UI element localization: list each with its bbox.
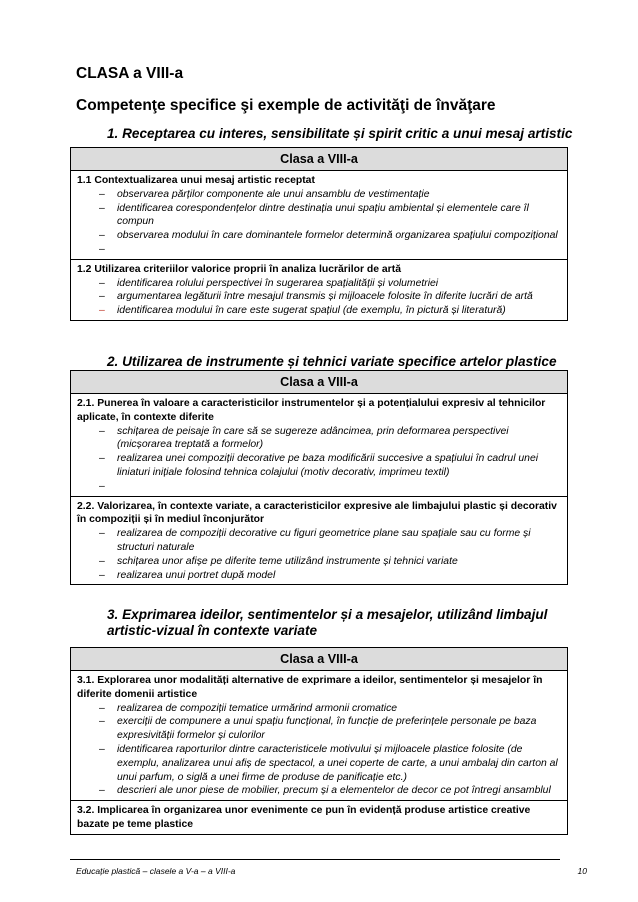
activity-item <box>77 480 561 494</box>
competency-title: 3.1. Explorarea unor modalități alternative de exprimare a ideilor, sentimentelor și mesajelor în diferite domenii artistice <box>77 675 543 700</box>
dash-icon: – <box>99 230 105 242</box>
competency-block <box>71 671 567 800</box>
activity-item: – identificarea rolului perspectivei în sugerarea spațialității și volumetriei <box>99 277 439 289</box>
activity-item: – identificarea modului în care este sugerat spațiul (de exemplu, în pictură și literatură) <box>99 305 506 317</box>
dash-icon: – <box>99 528 105 540</box>
dash-icon: – <box>99 425 105 437</box>
table-header: Clasa a VIII-a <box>71 648 567 671</box>
dash-icon: – <box>99 569 105 581</box>
dash-icon: – <box>99 702 105 714</box>
competency-block <box>71 259 567 320</box>
dash-icon: – <box>99 243 105 255</box>
activity-item: – identificarea corespondențelor dintre destinația unui spațiu ambiental și elementele care îl compun <box>99 202 529 228</box>
dash-icon: – <box>99 743 105 755</box>
activity-item <box>77 243 561 257</box>
activity-item: – argumentarea legăturii între mesajul transmis și mijloacele folosite în diferite lucrări de artă <box>99 291 533 303</box>
competency-title: 2.2. Valorizarea, în contexte variate, a caracteristicilor expresive ale limbajului plastic și decorativ în compoziții și în mediul înconjurător <box>77 500 557 526</box>
activity-item: – realizarea unei compoziții decorative pe baza modificării succesive a spațiului în cadrul unei liniaturi inițiale folosind tehnica colajului (motiv decorativ, imprimeu textil) <box>99 453 539 478</box>
dash-icon: – <box>99 716 105 728</box>
page-number: 10 <box>577 866 587 876</box>
footer-text: Educație plastică – clasele a V-a – a VIII-a <box>76 866 236 876</box>
dash-icon: – <box>99 555 105 567</box>
competency-block <box>71 496 567 585</box>
activity-item: – realizarea de compoziții decorative cu figuri geometrice plane sau spațiale sau cu forme și structuri naturale <box>99 528 531 553</box>
competency-title: 2.1. Punerea în valoare a caracteristicilor instrumentelor și a potențialului expresiv al tehnicilor aplicate, în contexte diferite <box>77 398 546 423</box>
table-header: Clasa a VIII-a <box>71 148 567 171</box>
dash-icon: – <box>99 188 105 200</box>
dash-icon: – <box>99 453 105 465</box>
activity-item: – observarea părților componente ale unui ansamblu de vestimentație <box>99 188 430 200</box>
section-heading: 1. Receptarea cu interes, sensibilitate și spirit critic a unui mesaj artistic <box>107 126 573 141</box>
activity-item: – exerciții de compunere a unui spațiu funcțional, în funcție de preferințele personale pe baza expresivității formelor și culorilor <box>99 716 537 742</box>
activity-item: – schițarea unor afișe pe diferite teme utilizând instrumente și tehnici variate <box>99 555 458 567</box>
competency-block <box>71 394 567 496</box>
dash-icon: – <box>99 305 105 317</box>
competency-table <box>70 647 568 835</box>
dash-icon: – <box>99 277 105 289</box>
dash-icon: – <box>99 785 105 797</box>
activity-item: – realizarea unui portret după model <box>99 569 276 581</box>
activity-item: – descrieri ale unor piese de mobilier, precum și a elementelor de decor ce pot întregi ansamblul <box>99 785 551 797</box>
activity-item: – realizarea de compoziții tematice urmărind armonii cromatice <box>99 702 398 714</box>
dash-icon: – <box>99 291 105 303</box>
section-heading: 2. Utilizarea de instrumente și tehnici variate specifice artelor plastice <box>107 354 557 369</box>
dash-icon: – <box>99 202 105 214</box>
activity-item: – schițarea de peisaje în care să se sugereze adâncimea, prin deformarea perspectivei (micșorarea treptată a formelor) <box>99 425 509 451</box>
competency-title: 1.2 Utilizarea criteriilor valorice proprii în analiza lucrărilor de artă <box>77 263 401 275</box>
competency-title: 3.2. Implicarea în organizarea unor evenimente ce pun în evidență produse artistice creative bazate pe teme plastice <box>77 805 531 830</box>
competency-block <box>71 171 567 259</box>
dash-icon: – <box>99 480 105 492</box>
table-header: Clasa a VIII-a <box>71 371 567 394</box>
activity-item: – observarea modului în care dominantele formelor determină organizarea spațiului compozițional <box>99 230 558 242</box>
page-subtitle: Competenţe specifice şi exemple de activităţi de învăţare <box>76 97 496 114</box>
page-title: CLASA a VIII-a <box>76 65 184 82</box>
competency-table <box>70 370 568 585</box>
section-heading: 3. Exprimarea ideilor, sentimentelor și a mesajelor, utilizând limbajul artistic-vizual în contexte variate <box>107 607 548 638</box>
competency-block <box>71 800 567 834</box>
footer-divider <box>70 859 560 860</box>
activity-item: – identificarea raporturilor dintre caracteristicele motivului și mijloacele plastice folosite (de exemplu, analizarea unui afiș de spectacol, a unei coperte de carte, a unui ambalaj din carton al unui parfum, o siglă a unei firme de produse de panificație etc.) <box>99 743 558 783</box>
competency-table <box>70 147 568 321</box>
competency-title: 1.1 Contextualizarea unui mesaj artistic receptat <box>77 175 315 186</box>
